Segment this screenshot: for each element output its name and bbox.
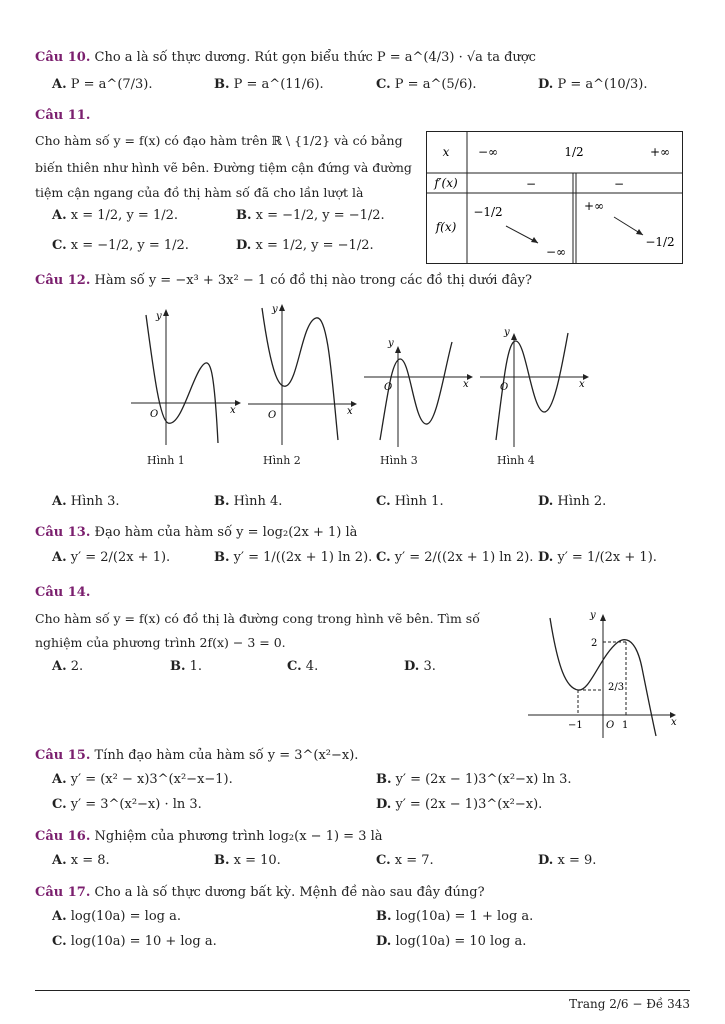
q10-option-c[interactable]: C. P = a^(5/6).: [376, 77, 477, 92]
q12-stem: [35, 273, 532, 288]
q14-line2: nghiệm của phương trình 2f(x) − 3 = 0.: [35, 635, 286, 650]
q14-option-b[interactable]: B. 1.: [170, 659, 203, 674]
svg-text:x: x: [463, 379, 469, 390]
figure-3-caption: Hình 3: [380, 454, 418, 467]
table-row-fp: f′(x): [434, 176, 458, 190]
q14-head: Câu 14.: [35, 585, 91, 600]
q14-option-d[interactable]: D. 3.: [404, 659, 436, 674]
figure-2-caption: Hình 2: [263, 454, 301, 467]
q10-option-b[interactable]: B. P = a^(11/6).: [214, 77, 324, 92]
svg-text:y: y: [156, 311, 162, 322]
q11-option-d[interactable]: D. x = 1/2, y = −1/2.: [236, 238, 374, 253]
q13-stem: [35, 525, 357, 540]
q16-head: Câu 16.: [35, 829, 91, 844]
q13-head: Câu 13.: [35, 525, 91, 540]
table-row-x: x: [442, 145, 450, 159]
q15-head: Câu 15.: [35, 748, 91, 763]
q13-option-a[interactable]: A. y′ = 2/(2x + 1).: [52, 550, 171, 565]
svg-text:x: x: [671, 717, 677, 728]
svg-text:O: O: [606, 720, 615, 731]
q14-y2-label: 2: [591, 638, 598, 649]
svg-text:x: x: [230, 405, 236, 416]
table-x-right: +∞: [649, 145, 671, 159]
svg-text:O: O: [500, 382, 509, 393]
q13-option-c[interactable]: C. y′ = 2/((2x + 1) ln 2).: [376, 550, 534, 565]
q10-option-a[interactable]: A. P = a^(7/3).: [52, 77, 153, 92]
page-footer: Trang 2/6 − Đề 343: [569, 997, 690, 1011]
svg-text:y: y: [590, 610, 596, 621]
q14-option-c[interactable]: C. 4.: [287, 659, 319, 674]
table-fp-left: −: [525, 177, 537, 191]
q14-graph: [528, 608, 683, 738]
table-f-right-bottom: −1/2: [645, 235, 675, 249]
q13-option-b[interactable]: B. y′ = 1/((2x + 1) ln 2).: [214, 550, 373, 565]
q16-text: Nghiệm của phương trình log₂(x − 1) = 3 là: [94, 829, 383, 844]
q17-stem: [35, 885, 485, 900]
svg-text:y: y: [504, 327, 510, 338]
svg-text:x: x: [347, 406, 353, 417]
q17-text: Cho a là số thực dương bất kỳ. Mệnh đề nào sau đây đúng?: [94, 885, 485, 900]
figure-4-caption: Hình 4: [497, 454, 535, 467]
q12-head: Câu 12.: [35, 273, 91, 288]
svg-text:O: O: [150, 409, 159, 420]
svg-text:y: y: [272, 304, 278, 315]
q15-option-c[interactable]: C. y′ = 3^(x²−x) · ln 3.: [52, 797, 202, 812]
q11-line1: Cho hàm số y = f(x) có đạo hàm trên ℝ \ {1/2} và có bảng: [35, 133, 403, 148]
q17-option-d[interactable]: D. log(10a) = 10 log a.: [376, 934, 527, 949]
q12-option-b[interactable]: B. Hình 4.: [214, 494, 283, 509]
table-x-mid: 1/2: [564, 145, 584, 159]
q14-line1: Cho hàm số y = f(x) có đồ thị là đường cong trong hình vẽ bên. Tìm số: [35, 611, 480, 626]
q14-x1-label: 1: [622, 720, 629, 731]
table-f-left-bottom: −∞: [545, 245, 567, 259]
q11-head: Câu 11.: [35, 108, 91, 123]
svg-text:y: y: [388, 338, 394, 349]
q11-line3: tiệm cận ngang của đồ thị hàm số đã cho lần lượt là: [35, 185, 364, 200]
q15-option-d[interactable]: D. y′ = (2x − 1)3^(x²−x).: [376, 797, 543, 812]
q15-option-a[interactable]: A. y′ = (x² − x)3^(x²−x−1).: [52, 772, 233, 787]
q17-option-c[interactable]: C. log(10a) = 10 + log a.: [52, 934, 217, 949]
q10-option-d[interactable]: D. P = a^(10/3).: [538, 77, 648, 92]
q15-stem: [35, 748, 358, 763]
svg-text:O: O: [268, 410, 277, 421]
svg-text:x: x: [579, 379, 585, 390]
q11-option-a[interactable]: A. x = 1/2, y = 1/2.: [52, 208, 178, 223]
q12-option-c[interactable]: C. Hình 1.: [376, 494, 444, 509]
table-x-left: −∞: [477, 145, 499, 159]
q17-head: Câu 17.: [35, 885, 91, 900]
q15-text: Tính đạo hàm của hàm số y = 3^(x²−x).: [94, 748, 359, 763]
svg-text:O: O: [384, 382, 393, 393]
q10-stem: [35, 50, 536, 65]
figure-1-caption: Hình 1: [147, 454, 185, 467]
figure-2-graph: [246, 300, 361, 445]
q11-option-c[interactable]: C. x = −1/2, y = 1/2.: [52, 238, 189, 253]
variation-table: [426, 131, 684, 265]
q17-option-b[interactable]: B. log(10a) = 1 + log a.: [376, 909, 534, 924]
q14-xm1-label: −1: [568, 720, 583, 731]
q12-text: Hàm số y = −x³ + 3x² − 1 có đồ thị nào trong các đồ thị dưới đây?: [94, 273, 532, 288]
q10-text: Cho a là số thực dương. Rút gọn biểu thức P = a^(4/3) · √a ta được: [94, 50, 536, 65]
table-row-f: f(x): [435, 220, 457, 234]
q11-option-b[interactable]: B. x = −1/2, y = −1/2.: [236, 208, 385, 223]
q12-option-a[interactable]: A. Hình 3.: [52, 494, 120, 509]
figure-1-graph: [128, 305, 243, 445]
q10-head: Câu 10.: [35, 50, 91, 65]
q14-y23-label: 2/3: [608, 682, 625, 693]
q11-line2: biến thiên như hình vẽ bên. Đường tiệm cận đứng và đường: [35, 160, 412, 175]
q14-option-a[interactable]: A. 2.: [52, 659, 84, 674]
figure-4-graph: [478, 325, 593, 447]
q13-text: Đạo hàm của hàm số y = log₂(2x + 1) là: [94, 525, 358, 540]
q16-option-d[interactable]: D. x = 9.: [538, 853, 597, 868]
q16-option-b[interactable]: B. x = 10.: [214, 853, 281, 868]
q15-option-b[interactable]: B. y′ = (2x − 1)3^(x²−x) ln 3.: [376, 772, 572, 787]
q13-option-d[interactable]: D. y′ = 1/(2x + 1).: [538, 550, 657, 565]
q12-option-d[interactable]: D. Hình 2.: [538, 494, 607, 509]
table-fp-right: −: [613, 177, 625, 191]
footer-divider: [35, 990, 690, 991]
table-f-right-top: +∞: [583, 199, 605, 213]
q17-option-a[interactable]: A. log(10a) = log a.: [52, 909, 181, 924]
q16-option-a[interactable]: A. x = 8.: [52, 853, 110, 868]
q16-option-c[interactable]: C. x = 7.: [376, 853, 434, 868]
figure-3-graph: [362, 332, 477, 447]
table-f-left-top: −1/2: [473, 205, 503, 219]
q16-stem: [35, 829, 383, 844]
